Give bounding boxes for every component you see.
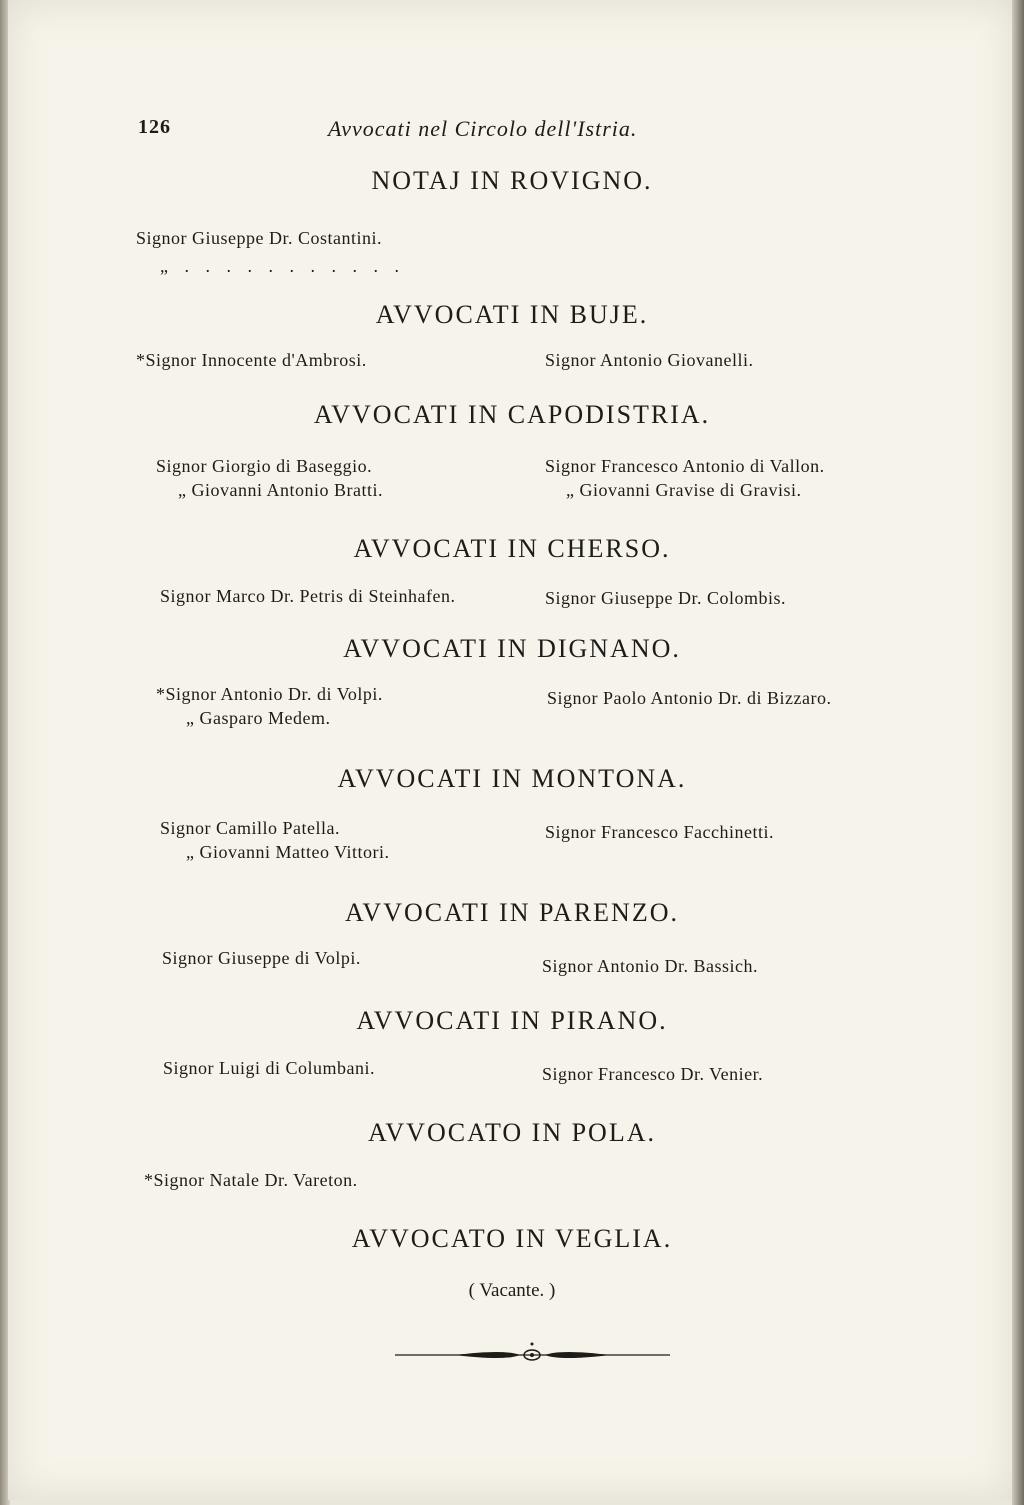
entry-buje-right-1: Signor Antonio Giovanelli. [545, 350, 754, 370]
entry-parenzo-right-1: Signor Antonio Dr. Bassich. [542, 956, 759, 976]
entry-buje-left-1: *Signor Innocente d'Ambrosi. [136, 350, 367, 370]
page-number: 126 [138, 116, 171, 138]
entry-cherso-right-1: Signor Giuseppe Dr. Colombis. [545, 588, 787, 608]
entry-pola-left-1: *Signor Natale Dr. Vareton. [144, 1170, 358, 1190]
running-title: Avvocati nel Circolo dell'Istria. [328, 116, 638, 141]
entry-dignano-left-2: „ Gasparo Medem. [186, 708, 331, 728]
entry-pirano-left-1: Signor Luigi di Columbani. [163, 1058, 376, 1078]
entry-dignano-left-1: *Signor Antonio Dr. di Volpi. [156, 684, 383, 704]
ornament-rule-icon [395, 1340, 670, 1370]
book-page [8, 0, 1014, 1500]
section-heading-pola: AVVOCATO IN POLA. [367, 1118, 656, 1147]
section-heading-capodistria: AVVOCATI IN CAPODISTRIA. [313, 400, 711, 429]
entry-montona-left-1: Signor Camillo Patella. [160, 818, 340, 838]
entry-capodistria-right-1: Signor Francesco Antonio di Vallon. [545, 456, 825, 476]
section-heading-buje: AVVOCATI IN BUJE. [375, 300, 649, 329]
section-heading-veglia: AVVOCATO IN VEGLIA. [351, 1224, 673, 1253]
entry-pirano-right-1: Signor Francesco Dr. Venier. [542, 1064, 764, 1084]
entry-rovigno-left-1: Signor Giuseppe Dr. Costantini. [136, 228, 382, 248]
entry-capodistria-left-1: Signor Giorgio di Baseggio. [156, 456, 373, 476]
entry-dignano-right-1: Signor Paolo Antonio Dr. di Bizzaro. [547, 688, 832, 708]
entry-rovigno-left-2: „ . . . . . . . . . . . [160, 256, 405, 276]
entry-montona-left-2: „ Giovanni Matteo Vittori. [186, 842, 390, 862]
entry-montona-right-1: Signor Francesco Facchinetti. [545, 822, 774, 842]
entry-capodistria-right-2: „ Giovanni Gravise di Gravisi. [566, 480, 802, 500]
section-heading-parenzo: AVVOCATI IN PARENZO. [345, 898, 679, 927]
section-heading-dignano: AVVOCATI IN DIGNANO. [343, 634, 681, 663]
section-heading-rovigno: NOTAJ IN ROVIGNO. [371, 166, 653, 195]
entry-capodistria-left-2: „ Giovanni Antonio Bratti. [178, 480, 383, 500]
vacancy-note: ( Vacante. ) [468, 1280, 556, 1301]
section-heading-cherso: AVVOCATI IN CHERSO. [353, 534, 671, 563]
entry-cherso-left-1: Signor Marco Dr. Petris di Steinhafen. [160, 586, 456, 606]
page-header [0, 116, 1024, 146]
entry-parenzo-left-1: Signor Giuseppe di Volpi. [162, 948, 361, 968]
section-heading-pirano: AVVOCATI IN PIRANO. [356, 1006, 668, 1035]
section-heading-montona: AVVOCATI IN MONTONA. [337, 764, 687, 793]
